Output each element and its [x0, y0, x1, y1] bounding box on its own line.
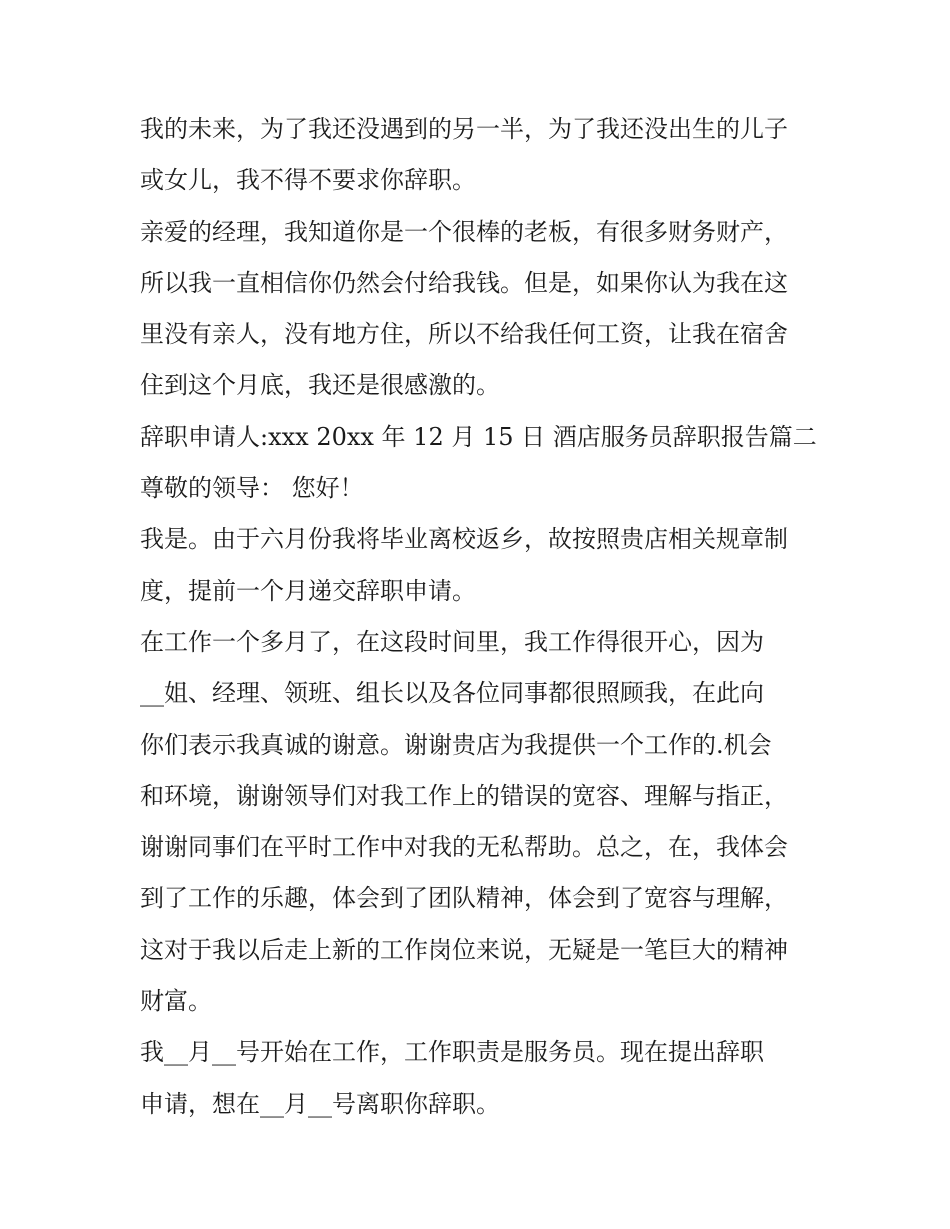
text-line-11: 在工作一个多月了，在这段时间里，我工作得很开心，因为	[140, 627, 764, 656]
text-line-6: 住到这个月底，我还是很感激的。	[140, 371, 500, 400]
text-line-1: 我的未来，为了我还没遇到的另一半，为了我还没出生的儿子	[140, 115, 788, 143]
text-line-16: 到了工作的乐趣，体会到了团队精神，体会到了宽容与理解，	[140, 884, 788, 913]
text-line-14: 和环境，谢谢领导们对我工作上的错误的宽容、理解与指正，	[140, 781, 788, 810]
text-line-5: 里没有亲人，没有地方住，所以不给我任何工资，让我在宿舍	[140, 320, 788, 349]
signature-date-line: 辞职申请人:xxx 20xx 年 12 月 15 日 酒店服务员辞职报告篇二	[140, 422, 817, 451]
text-line-13: 你们表示我真诚的谢意。谢谢贵店为我提供一个工作的.机会	[140, 730, 772, 759]
document-body	[140, 104, 830, 1130]
text-line-20: 申请，想在__月__号离职你辞职。	[140, 1089, 500, 1118]
text-line-12: __姐、经理、领班、组长以及各位同事都很照顾我，在此向	[140, 679, 764, 708]
text-line-2: 或女儿，我不得不要求你辞职。	[140, 166, 476, 195]
text-line-9: 我是。由于六月份我将毕业离校返乡，故按照贵店相关规章制	[140, 525, 788, 554]
text-line-18: 财富。	[140, 987, 212, 1016]
text-line-4: 所以我一直相信你仍然会付给我钱。但是，如果你认为我在这	[140, 268, 788, 297]
text-line-19: 我__月__号开始在工作，工作职责是服务员。现在提出辞职	[140, 1038, 764, 1067]
text-line-3: 亲爱的经理，我知道你是一个很棒的老板，有很多财务财产，	[140, 217, 788, 246]
text-line-15: 谢谢同事们在平时工作中对我的无私帮助。总之，在，我体会	[140, 833, 788, 862]
text-line-17: 这对于我以后走上新的工作岗位来说，无疑是一笔巨大的精神	[140, 935, 788, 964]
text-line-10: 度，提前一个月递交辞职申请。	[140, 576, 476, 605]
greeting-line: 尊敬的领导： 您好！	[140, 474, 364, 503]
